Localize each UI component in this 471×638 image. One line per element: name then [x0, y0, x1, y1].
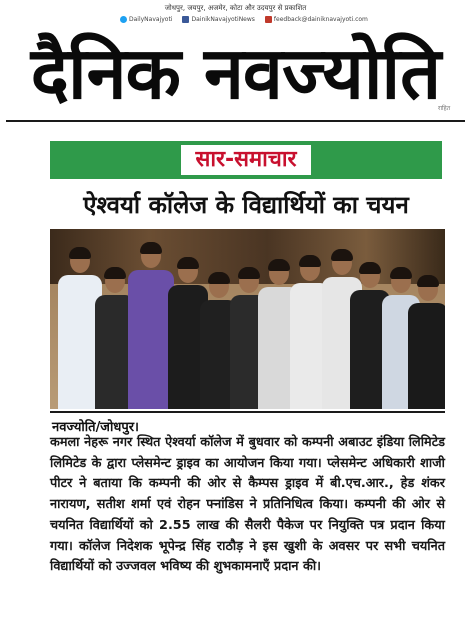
person-body	[408, 303, 445, 409]
section-label: सार-समाचार	[181, 145, 310, 175]
twitter-item	[120, 16, 172, 23]
article-body: कमला नेहरू नगर स्थित ऐश्वर्या कॉलेज में बुधवार को कम्पनी अबाउट इंडिया लिमिटेड लिमिटेड के द्वारा प्लेसमेन्ट ड्राइव का आयोजन किया गया। प्लेसमेन्ट अधिकारी शाजी पीटर ने बताया कि कम्पनी की ओर से कैम्पस ड्राइव में बी.एच.आर., हेड शंकर नारायण, सतीश शर्मा एवं रोहन फ्नांडिस ने प्रतिनिधित्व किया। कम्पनी की ओर से चयनित विद्यार्थियों को 2.55 लाख की सैलरी पैकेज पर नियुक्ति पत्र प्रदान किया गया। कॉलेज निदेशक भूपेन्द्र सिंह राठौड़ ने इस खुशी के अवसर पर सभी चयनित विद्यार्थियों को उज्जवल भविष्य की शुभकामनाएँ प्रदान की।	[50, 435, 445, 575]
email-item	[265, 16, 368, 23]
facebook-item	[182, 16, 254, 23]
masthead-rule	[6, 120, 465, 122]
person-hair	[299, 255, 321, 267]
twitter-icon	[120, 16, 127, 23]
person-hair	[268, 259, 290, 271]
story-headline: ऐश्वर्या कॉलेज के विद्यार्थियों का चयन	[83, 191, 409, 219]
person-hair	[417, 275, 439, 287]
twitter-handle: DailyNavajyoti	[129, 15, 173, 23]
person-hair	[104, 267, 126, 279]
person-hair	[69, 247, 91, 259]
group-photo	[50, 229, 445, 409]
feedback-email: feedback@dainiknavajyoti.com	[273, 15, 368, 23]
social-bar	[120, 14, 420, 24]
person-hair	[331, 249, 353, 261]
photo-rule	[50, 411, 445, 413]
masthead-logo: दैनिक नवज्योति	[30, 31, 441, 115]
person-hair	[177, 257, 199, 269]
person-hair	[359, 262, 381, 274]
person-hair	[238, 267, 260, 279]
photo-person	[408, 277, 445, 409]
dateline: नवज्योति/जोधपुर।	[52, 420, 139, 435]
person-hair	[140, 242, 162, 254]
mail-icon	[265, 16, 272, 23]
facebook-icon	[182, 16, 189, 23]
tagline: जोधपुर, जयपुर, अजमेर, कोटा और उदयपुर से प्रकाशित	[164, 4, 307, 12]
person-hair	[208, 272, 230, 284]
masthead-sub: राहित	[438, 105, 451, 112]
section-banner	[50, 141, 442, 179]
facebook-handle: DainikNavajyotiNews	[191, 15, 255, 23]
